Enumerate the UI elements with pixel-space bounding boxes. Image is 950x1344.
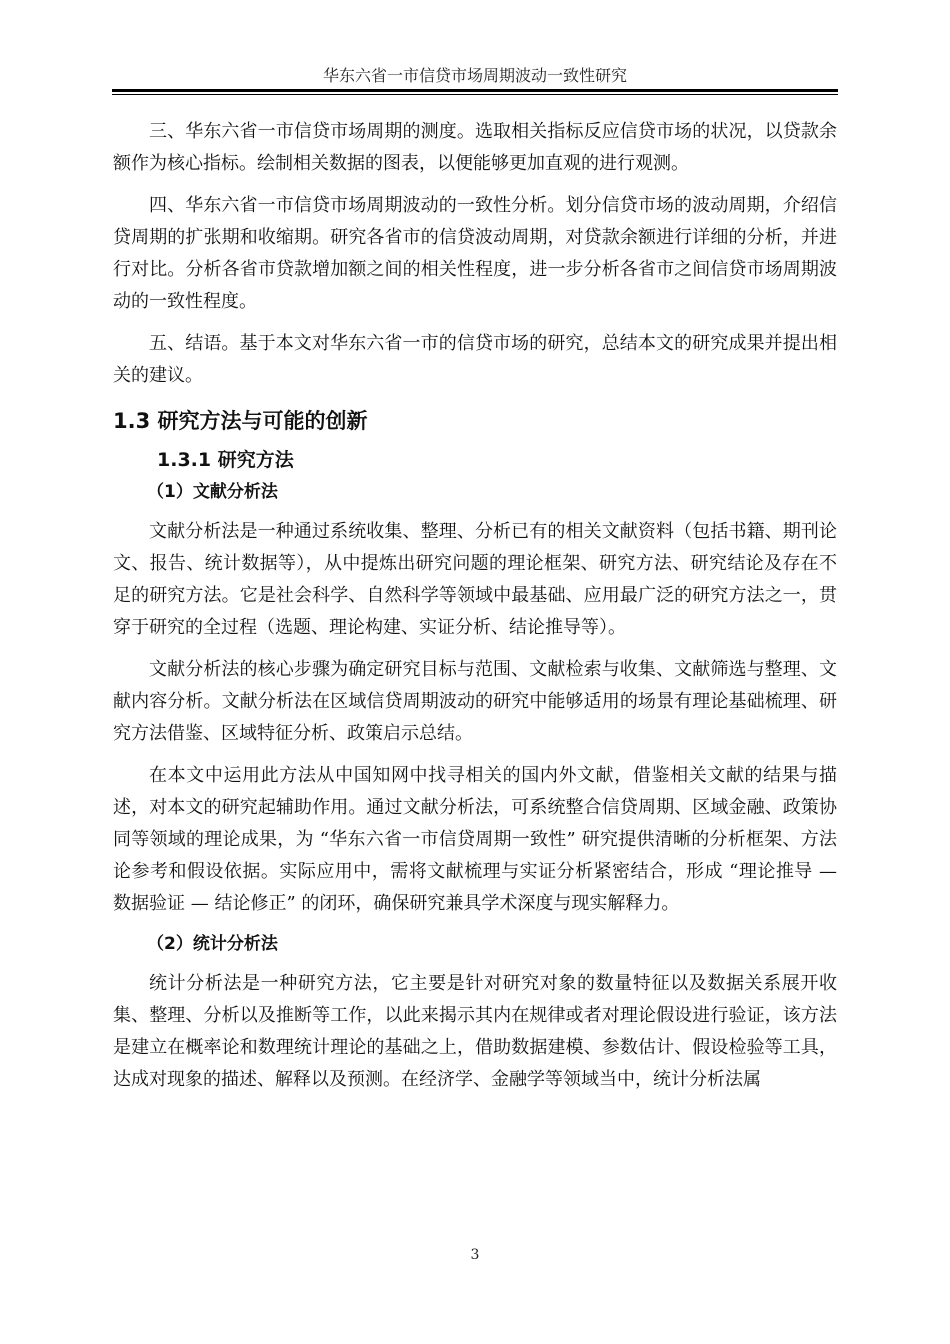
method1-paragraph: 文献分析法是一种通过系统收集、整理、分析已有的相关文献资料（包括书籍、期刊论文、报告、统计数据等），从中提炼出研究问题的理论框架、研究方法、研究结论及存在不足的研究方法。它是社会科学、自然科学等领域中最基础、应用最广泛的研究方法之一，贯穿于研究的全过程（选题、理论构建、实证分析、结论推导等）。 xyxy=(113,521,837,638)
method1-heading: （1）文献分析法 xyxy=(147,482,278,502)
method2-heading: （2）统计分析法 xyxy=(147,934,278,954)
subsection-heading: 1.3.1 研究方法 xyxy=(157,449,294,471)
header-rule-thin xyxy=(112,94,838,95)
paragraph-5: 五、结语。基于本文对华东六省一市的信贷市场的研究，总结本文的研究成果并提出相关的建议。 xyxy=(113,333,837,386)
section-heading: 1.3 研究方法与可能的创新 xyxy=(113,409,368,433)
header-rule-thick xyxy=(112,89,838,92)
page-body xyxy=(113,116,837,1106)
method2-paragraph: 统计分析法是一种研究方法，它主要是针对研究对象的数量特征以及数据关系展开收集、整理、分析以及推断等工作，以此来揭示其内在规律或者对理论假设进行验证，该方法是建立在概率论和数理统计理论的基础之上，借助数据建模、参数估计、假设检验等工具，达成对现象的描述、解释以及预测。在经济学、金融学等领域当中，统计分析法属 xyxy=(113,973,837,1090)
running-header: 华东六省一市信贷市场周期波动一致性研究 xyxy=(322,66,627,85)
page-number: 3 xyxy=(470,1247,480,1263)
method1-paragraph: 文献分析法的核心步骤为确定研究目标与范围、文献检索与收集、文献筛选与整理、文献内容分析。文献分析法在区域信贷周期波动的研究中能够适用的场景有理论基础梳理、研究方法借鉴、区域特征分析、政策启示总结。 xyxy=(113,659,837,744)
method1-paragraph: 在本文中运用此方法从中国知网中找寻相关的国内外文献，借鉴相关文献的结果与描述，对本文的研究起辅助作用。通过文献分析法，可系统整合信贷周期、区域金融、政策协同等领域的理论成果，为 “华东六省一市信贷周期一致性” 研究提供清晰的分析框架、方法论参考和假设依据。实际应用中，需将文献梳理与实证分析紧密结合，形成 “理论推导 — 数据验证 — 结论修正” 的闭环，确保研究兼具学术深度与现实解释力。 xyxy=(113,765,837,914)
paragraph-3: 三、华东六省一市信贷市场周期的测度。选取相关指标反应信贷市场的状况，以贷款余额作为核心指标。绘制相关数据的图表，以便能够更加直观的进行观测。 xyxy=(113,121,837,174)
paragraph-4: 四、华东六省一市信贷市场周期波动的一致性分析。划分信贷市场的波动周期，介绍信贷周期的扩张期和收缩期。研究各省市的信贷波动周期，对贷款余额进行详细的分析，并进行对比。分析各省市贷款增加额之间的相关性程度，进一步分析各省市之间信贷市场周期波动的一致性程度。 xyxy=(113,195,837,312)
